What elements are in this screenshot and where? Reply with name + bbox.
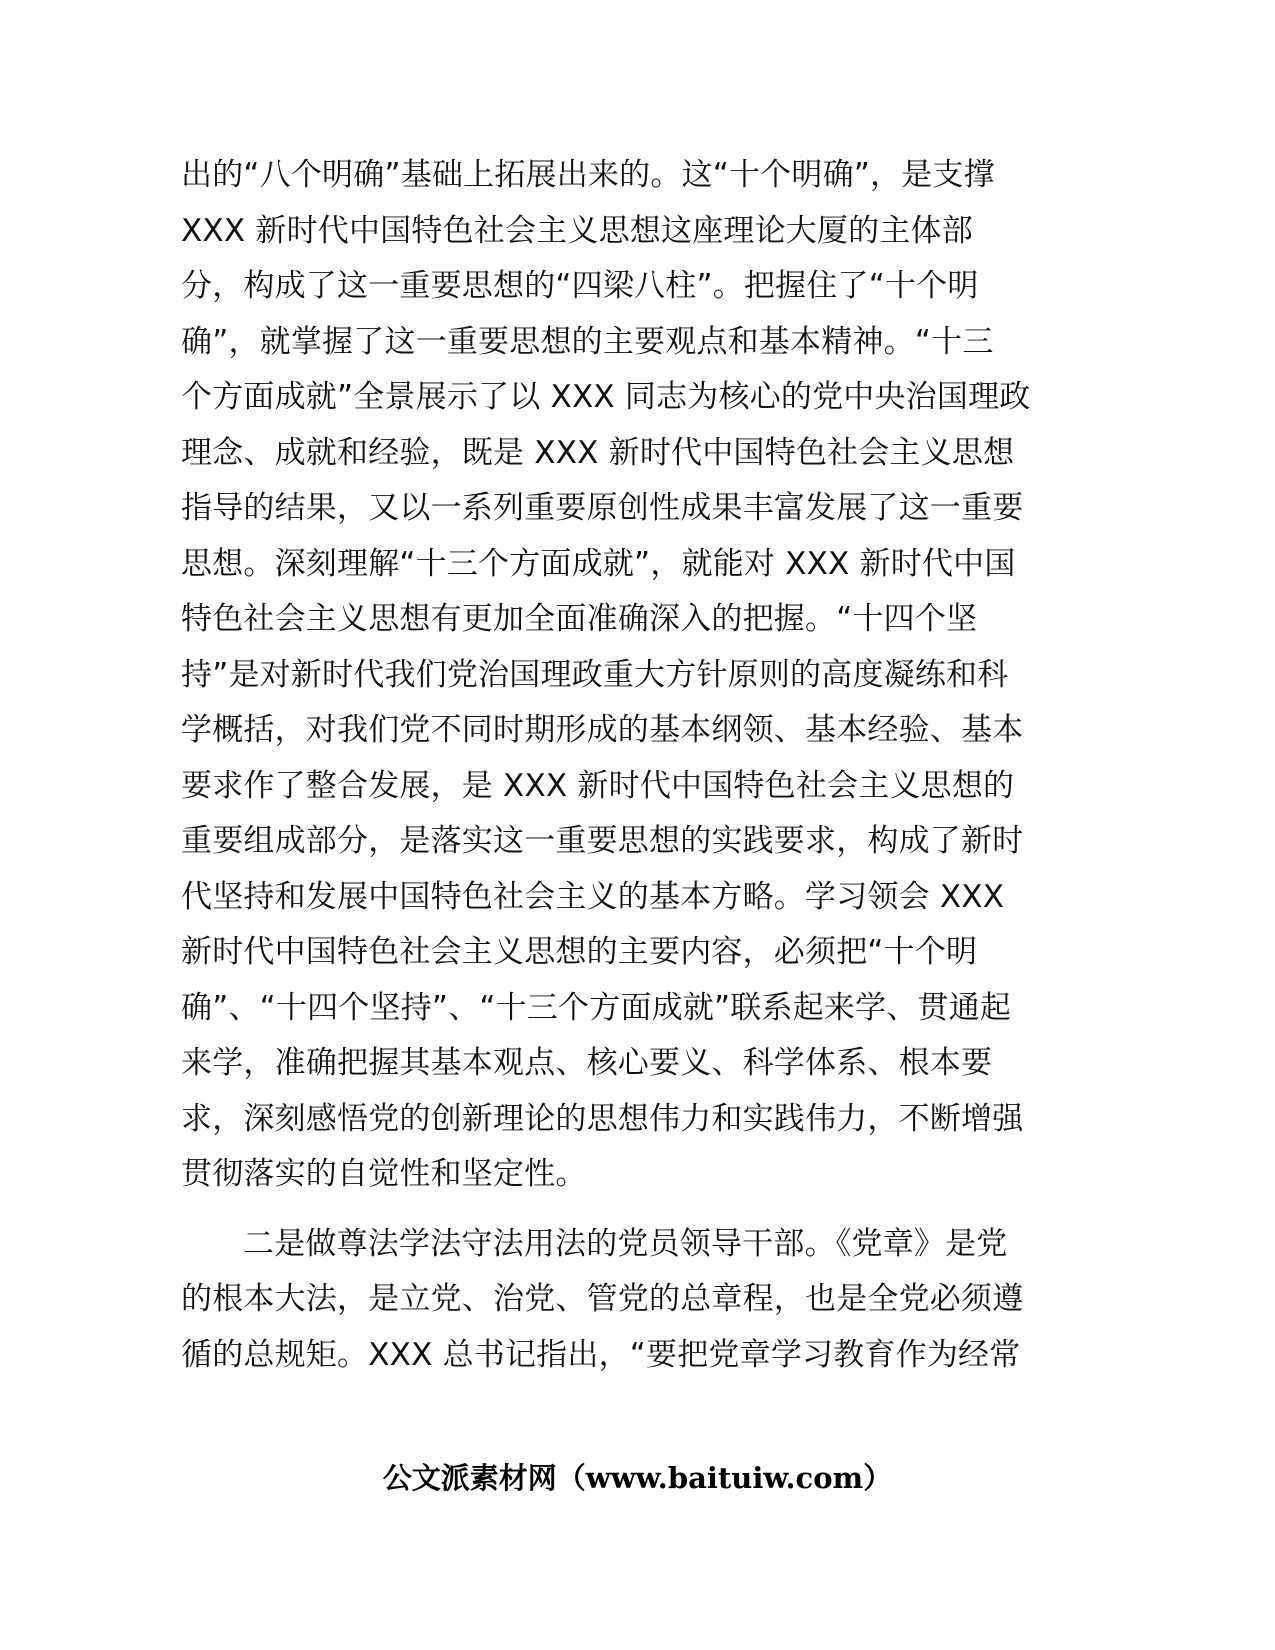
paragraph-2 <box>181 1217 1041 1384</box>
paragraph-gap <box>181 1203 1041 1217</box>
text-line: 的根本大法，是立党、治党、管党的总章程，也是全党必须遵 <box>181 1281 1024 1317</box>
text-line: 贯彻落实的自觉性和坚定性。 <box>181 1156 587 1192</box>
text-line: 循的总规矩。XXX 总书记指出，“要把党章学习教育作为经常 <box>181 1336 1021 1373</box>
text-line: 指导的结果，又以一系列重要原创性成果丰富发展了这一重要 <box>181 490 1024 526</box>
text-line: 确”、“十四个坚持”、“十三个方面成就”联系起来学、贯通起 <box>181 989 1012 1026</box>
text-line: 确”，就掌握了这一重要思想的主要观点和基本精神。“十三 <box>181 323 994 360</box>
text-line: 出的“八个明确”基础上拓展出来的。这“十个明确”，是支撑 <box>181 157 995 193</box>
footer-watermark: 公文派素材网（www.baituiw.com） <box>382 1461 893 1495</box>
text-line: 求，深刻感悟党的创新理论的思想伟力和实践伟力，不断增强 <box>181 1100 1024 1137</box>
text-line: 新时代中国特色社会主义思想的主要内容，必须把“十个明 <box>181 934 978 970</box>
body-text <box>181 148 1041 1383</box>
text-line: 特色社会主义思想有更加全面准确深入的把握。“十四个坚 <box>181 601 978 637</box>
text-line: 持”是对新时代我们党治国理政重大方针原则的高度凝练和科 <box>181 656 1009 693</box>
text-line: 来学，准确把握其基本观点、核心要义、科学体系、根本要 <box>181 1045 993 1081</box>
text-line: 要求作了整合发展，是 XXX 新时代中国特色社会主义思想的 <box>181 767 1015 804</box>
text-line: 代坚持和发展中国特色社会主义的基本方略。学习领会 XXX <box>181 878 1005 915</box>
text-line: 理念、成就和经验，既是 XXX 新时代中国特色社会主义思想 <box>181 434 1015 471</box>
text-line: 个方面成就”全景展示了以 XXX 同志为核心的党中央治国理政 <box>181 379 1031 415</box>
text-line: XXX 新时代中国特色社会主义思想这座理论大厦的主体部 <box>181 212 973 249</box>
text-line: 重要组成部分，是落实这一重要思想的实践要求，构成了新时 <box>181 823 1024 859</box>
text-line: 思想。深刻理解“十三个方面成就”，就能对 XXX 新时代中国 <box>181 545 1016 582</box>
text-line: 二是做尊法学法守法用法的党员领导干部。《党章》是党 <box>243 1225 1008 1262</box>
text-line: 学概括，对我们党不同时期形成的基本纲领、基本经验、基本 <box>181 712 1024 748</box>
text-line: 分，构成了这一重要思想的“四梁八柱”。把握住了“十个明 <box>181 268 979 304</box>
paragraph-1 <box>181 148 1041 1203</box>
